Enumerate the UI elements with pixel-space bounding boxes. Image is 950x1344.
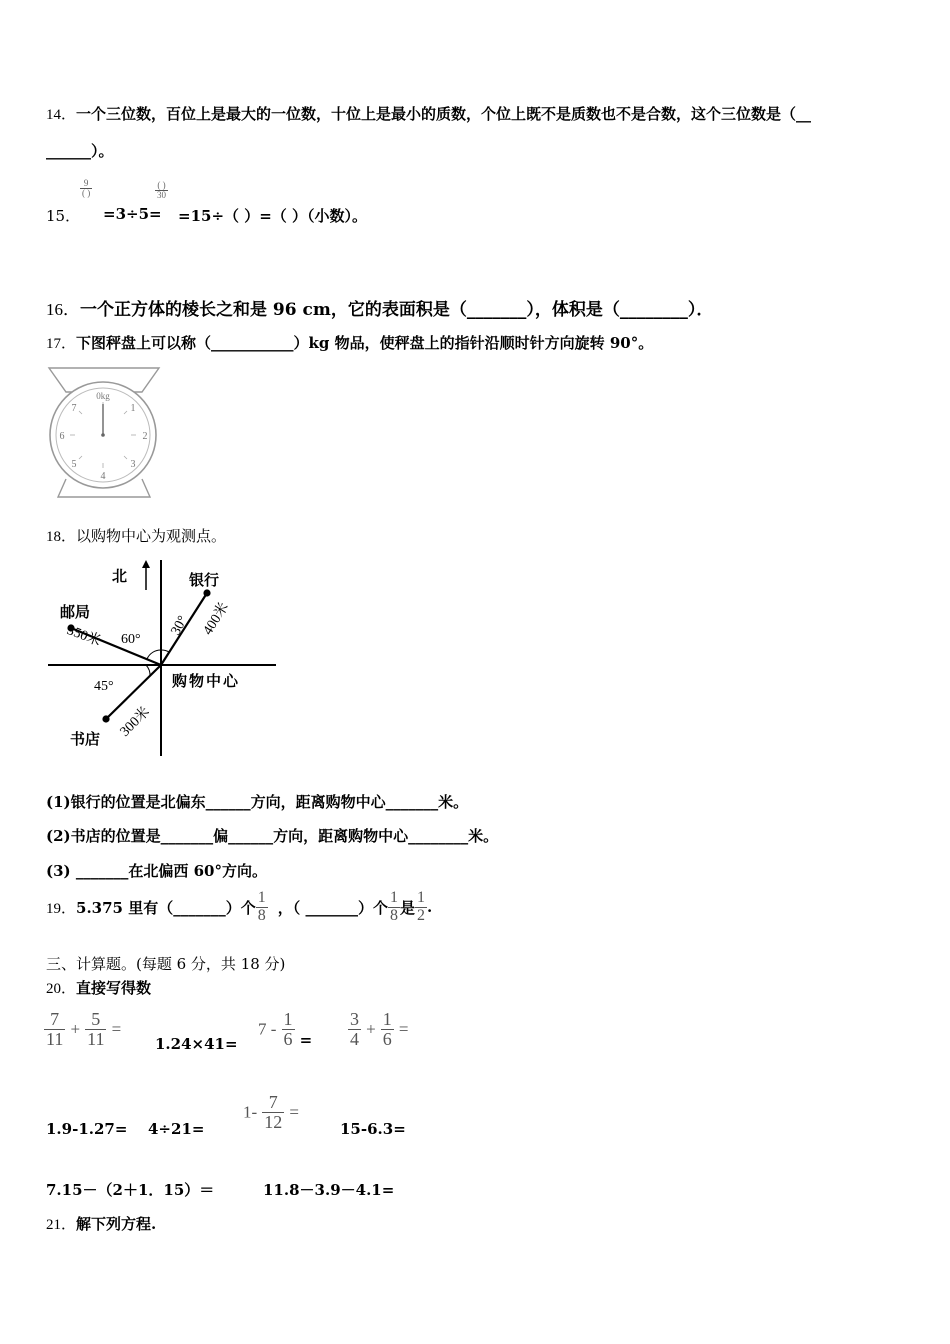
question-text: 下图秤盘上可以称（___________）kg 物品，使秤盘上的指针沿顺时针方向旋转 90°。	[76, 334, 654, 352]
question-16	[46, 295, 713, 320]
fraction-denominator: 4	[350, 1028, 359, 1049]
expression-6: 4÷21=	[148, 1120, 205, 1138]
scale-zero-label: 0kg	[96, 391, 110, 401]
dial-label: 7	[71, 403, 77, 414]
expression-8: 15-6.3=	[340, 1120, 406, 1138]
distance-400-label: 400米	[200, 600, 232, 638]
distance-350-label: 350米	[64, 622, 103, 650]
expression-9: 7.15－（2＋1．15）＝	[46, 1181, 215, 1199]
section-title: 三、计算题。(每题 6 分，共 18 分)	[46, 955, 286, 973]
question-14-line2: ______）。	[46, 142, 114, 160]
expression-10: 11.8－3.9－4.1=	[263, 1181, 395, 1199]
fraction-numerator: 1	[283, 1009, 293, 1029]
question-text: 一个三位数，百位上是最大的一位数，十位上是最小的质数，个位上既不是质数也不是合数，这个三位数是（__	[76, 105, 812, 123]
fraction-numerator: 5	[85, 1010, 106, 1030]
question-text: ，（ _______）个	[277, 898, 388, 917]
question-text: 以购物中心为观测点。	[76, 527, 227, 545]
fraction-denominator: 11	[46, 1028, 64, 1049]
dial-label: 5	[71, 459, 77, 470]
expression-5: 1.9-1.27=	[46, 1120, 128, 1138]
angle-45-label: 45°	[94, 679, 114, 694]
bookstore-label: 书店	[70, 732, 101, 748]
fraction-1	[80, 178, 92, 198]
distance-300-label: 300米	[117, 704, 153, 740]
question-number: 20．	[46, 981, 77, 997]
expression-1	[44, 1010, 121, 1049]
question-number: 19．	[46, 900, 77, 917]
dial-label: 6	[59, 431, 65, 442]
question-15-mid: =3÷5=	[103, 205, 162, 223]
dial-label: 4	[100, 471, 106, 482]
fraction-numerator: 1	[257, 888, 266, 906]
expression-7	[243, 1093, 299, 1132]
fraction-numerator: 1	[382, 1009, 392, 1029]
expression-prefix: 1-	[243, 1102, 258, 1122]
fraction-denominator: 2	[416, 906, 425, 924]
fraction-numerator: 9	[80, 179, 92, 189]
angle-60-label: 60°	[121, 632, 141, 647]
equals-sign: =	[289, 1102, 299, 1122]
dial-label: 2	[142, 431, 148, 442]
fraction-denominator: 8	[257, 906, 266, 924]
question-14	[46, 103, 811, 124]
fraction-denominator: 8	[389, 906, 398, 924]
question-number: 14．	[46, 107, 77, 123]
question-15-tail: =15÷（ ）=（ ）（小数）。	[178, 207, 368, 225]
fraction-denominator: 6	[283, 1028, 293, 1049]
question-18-sub1: (1)银行的位置是北偏东______方向，距离购物中心_______米。	[46, 793, 469, 811]
expression-prefix: 7 -	[258, 1019, 277, 1039]
expression-3	[258, 1010, 312, 1049]
fraction-numerator: 3	[350, 1009, 359, 1029]
question-18	[46, 525, 226, 546]
dial-label: 3	[130, 459, 136, 470]
question-17	[46, 332, 653, 353]
equals-sign: =	[398, 1019, 409, 1039]
expression-4	[348, 1010, 408, 1049]
question-number: 17．	[46, 336, 77, 352]
question-number: 16．	[46, 300, 80, 319]
question-18-sub2: (2)书店的位置是_______偏______方向，距离购物中心________米。	[46, 827, 499, 845]
question-text: 是	[399, 898, 415, 917]
question-number: 18．	[46, 529, 77, 545]
bank-label: 银行	[189, 573, 220, 589]
question-number: 21．	[46, 1217, 77, 1233]
expression-2: 1.24×41=	[155, 1035, 238, 1053]
fraction-numerator: 1	[416, 888, 425, 906]
question-21	[46, 1213, 156, 1234]
angle-30-label: 30°	[168, 613, 191, 638]
equals-sign: =	[299, 1030, 313, 1049]
shopping-center-label: 购物中心	[172, 674, 241, 690]
question-text: 直接写得数	[76, 979, 152, 997]
operator: +	[366, 1019, 376, 1039]
fraction-denominator: ( )	[82, 188, 91, 198]
north-label: 北	[112, 569, 128, 585]
post-office-label: 邮局	[60, 605, 91, 621]
fraction-2	[155, 180, 168, 200]
fraction-numerator: 7	[262, 1093, 284, 1113]
question-text: .	[426, 898, 433, 916]
fraction-denominator: 30	[157, 190, 166, 200]
fraction-numerator: 1	[389, 888, 398, 906]
operator: +	[70, 1019, 81, 1039]
direction-diagram	[46, 558, 278, 758]
fraction-denominator: 6	[382, 1028, 392, 1049]
question-20	[46, 977, 151, 998]
fraction-denominator: 12	[264, 1111, 283, 1132]
question-text: 解下列方程.	[76, 1215, 157, 1233]
question-15-number: 15．	[46, 207, 81, 225]
question-text: 5.375 里有（_______）个	[76, 898, 256, 917]
question-19	[46, 886, 432, 928]
question-18-sub3: (3) _______在北偏西 60°方向。	[46, 862, 267, 880]
fraction-denominator: 11	[87, 1028, 105, 1049]
fraction-numerator: 7	[44, 1010, 65, 1030]
question-text: 一个正方体的棱长之和是 96 cm，它的表面积是（_______），体积是（________）．	[80, 300, 714, 320]
equals-sign: =	[111, 1019, 122, 1039]
dial-label: 1	[130, 403, 136, 414]
kitchen-scale-image	[46, 366, 162, 500]
fraction-numerator: ( )	[155, 181, 168, 191]
